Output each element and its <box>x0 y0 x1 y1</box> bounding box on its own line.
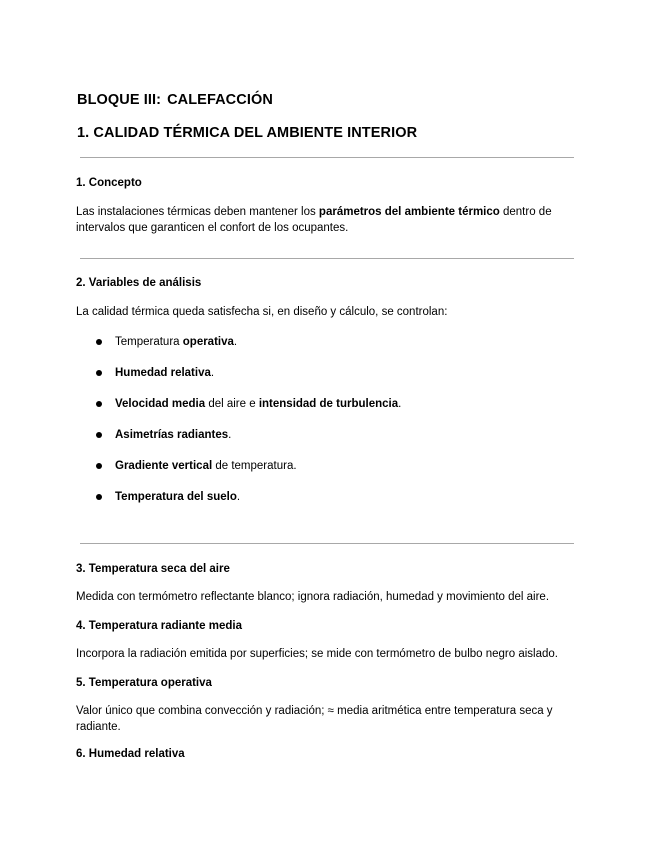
list-item-text-post: . <box>210 367 215 379</box>
section-text-temperatura-operativa: Valor único que combina convección y radiación; ≈ media aritmética entre temperatura seca y radiante. <box>76 705 553 733</box>
list-item <box>96 427 401 458</box>
bullet-icon <box>96 494 102 500</box>
list-item-text-bold: Temperatura del suelo <box>115 491 237 503</box>
section-heading-concepto: 1. Concepto <box>76 177 142 189</box>
list-item-text-bold: Gradiente vertical <box>115 460 213 472</box>
block-heading <box>77 92 273 108</box>
section-heading-temperatura-operativa: 5. Temperatura operativa <box>76 677 212 689</box>
list-item-text-mid: del aire e <box>205 398 259 410</box>
list-item-text-post: . <box>228 429 232 441</box>
bullet-icon <box>96 463 102 469</box>
list-item <box>96 334 401 365</box>
section-heading-temperatura-radiante: 4. Temperatura radiante media <box>76 620 242 632</box>
list-item-text-post: . <box>236 491 241 503</box>
page-title: 1. CALIDAD TÉRMICA DEL AMBIENTE INTERIOR <box>77 125 418 141</box>
list-item <box>96 396 401 427</box>
section-heading-humedad-relativa: 6. Humedad relativa <box>76 748 185 760</box>
section-divider <box>80 157 574 158</box>
section-divider <box>80 543 574 544</box>
list-item-text-post: . <box>398 398 402 410</box>
section-text-temperatura-radiante: Incorpora la radiación emitida por superficies; se mide con termómetro de bulbo negro aislado. <box>76 648 558 660</box>
list-item <box>96 489 401 520</box>
variables-list <box>96 334 401 520</box>
section-text-concepto <box>76 204 576 236</box>
bullet-icon <box>96 339 102 345</box>
section-heading-temperatura-seca: 3. Temperatura seca del aire <box>76 563 230 575</box>
concepto-text-bold: parámetros del ambiente térmico <box>318 206 500 218</box>
bullet-icon <box>96 401 102 407</box>
list-item-text-post: . <box>233 336 238 348</box>
block-label: BLOQUE III: <box>77 92 162 108</box>
concepto-text-a: Las instalaciones térmicas deben mantener los <box>76 206 319 218</box>
list-item-text-pre: Temperatura <box>115 336 183 348</box>
bullet-icon <box>96 370 102 376</box>
block-topic: CALEFACCIÓN <box>167 92 273 108</box>
bullet-icon <box>96 432 102 438</box>
list-item-text-bold: Humedad relativa <box>115 367 211 379</box>
list-item-text-bold-2: intensidad de turbulencia <box>258 398 399 410</box>
section-text-temperatura-seca: Medida con termómetro reflectante blanco; ignora radiación, humedad y movimiento del aire. <box>76 591 550 603</box>
list-item-text-bold: Asimetrías radiantes <box>115 429 229 441</box>
section-text-variables-intro: La calidad térmica queda satisfecha si, en diseño y cálculo, se controlan: <box>76 306 448 318</box>
list-item <box>96 365 401 396</box>
section-heading-variables: 2. Variables de análisis <box>76 277 202 289</box>
list-item-text-bold: operativa <box>182 336 234 348</box>
concepto-text-c: dentro de intervalos que garanticen el confort de los ocupantes. <box>76 206 552 234</box>
section-divider <box>80 258 574 259</box>
list-item-text-post: de temperatura. <box>212 460 297 472</box>
list-item-text-bold: Velocidad media <box>115 398 206 410</box>
list-item <box>96 458 401 489</box>
